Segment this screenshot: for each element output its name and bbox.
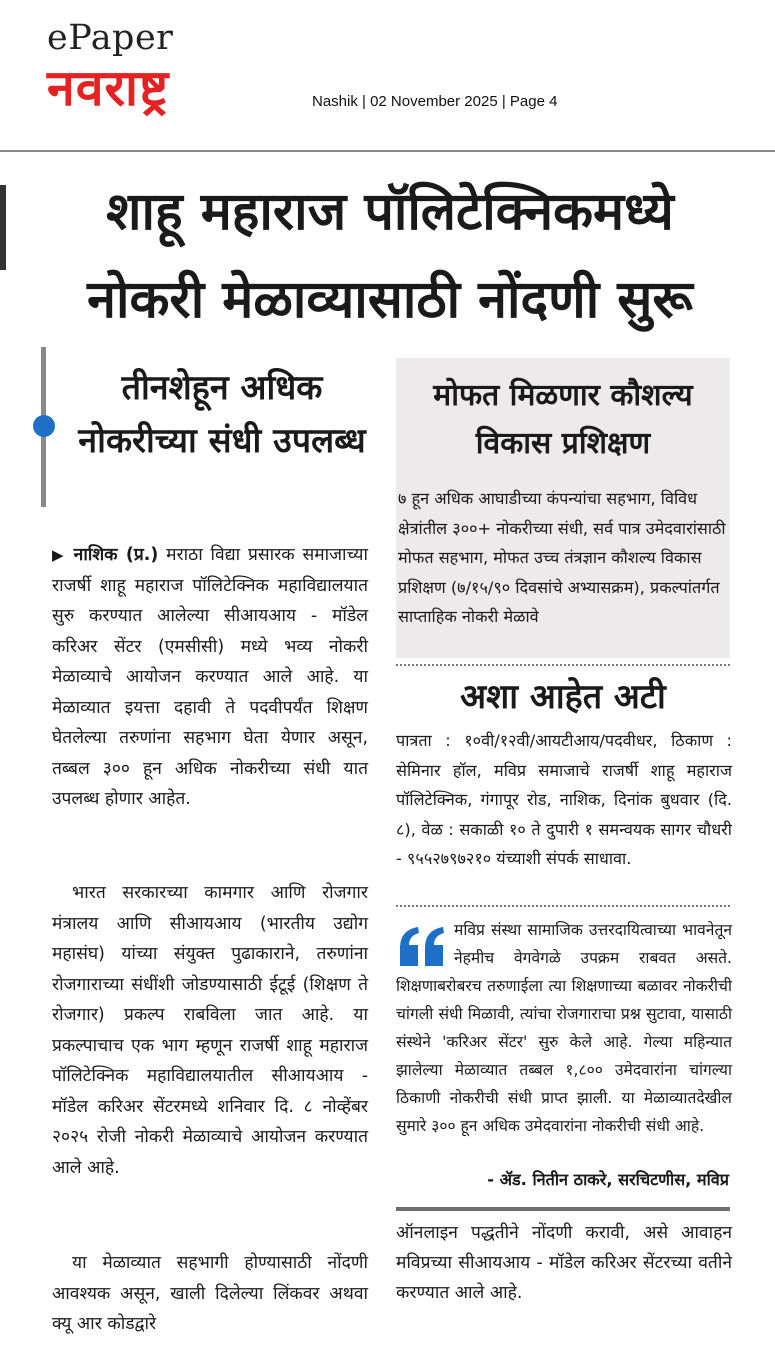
newspaper-logo: नवराष्ट्र — [47, 59, 170, 117]
quote-text — [396, 916, 732, 1140]
article-paragraph-3: या मेळाव्यात सहभागी होण्यासाठी नोंदणी आवश्यक असून, खाली दिलेल्या लिंकवर अथवा क्यू आर कोडद्वारे — [52, 1253, 368, 1334]
training-box-text: ७ हून अधिक आघाडीच्या कंपन्यांचा सहभाग, विविध क्षेत्रांतील ३००+ नोकरीच्या संधी, सर्व पात्र उमेदवारांसाठी मोफत सहभाग, मोफत उच्च तंत्रज्ञान कौशल्य विकास प्रशिक्षण (७/१५/९० दिवसांचे अभ्यासक्रम), प्रकल्पांतर्गत साप्ताहिक नोकरी मेळावे — [398, 489, 726, 626]
conditions-title: अशा आहेत अटी — [460, 677, 666, 717]
quote-attribution: - ॲड. नितीन ठाकरे, सरचिटणीस, मविप्र — [487, 1170, 729, 1189]
conditions-text: पात्रता : १०वी/१२वी/आयटीआय/पदवीधर, ठिकाण : सेमिनार हॉल, मविप्र समाजाचे राजर्षी शाहू महाराज पॉलिटेक्निक, गंगापूर रोड, नाशिक, दिनांक बुधवार (दि. ८), वेळ : सकाळी १० ते दुपारी १ समन्वयक सागर चौधरी - ९५५२७९७२१० यंच्याशी संपर्क साधावा. — [396, 731, 732, 868]
adjacent-article-edge — [0, 185, 6, 270]
dotted-divider — [396, 905, 730, 907]
section-divider — [396, 1207, 730, 1211]
closing-paragraph: ऑनलाइन पद्धतीने नोंदणी करावी, असे आवाहन मविप्रच्या सीआयआय - मॉडेल करिअर सेंटरच्या वतीने करण्यात आले आहे. — [396, 1223, 732, 1303]
edition-info: Nashik | 02 November 2025 | Page 4 — [312, 93, 558, 110]
dotted-divider — [396, 664, 730, 666]
triangle-arrow-icon: ▶ — [52, 546, 66, 564]
paragraph-1-text: मराठा विद्या प्रसारक समाजाच्या राजर्षी शाहू महाराज पॉलिटेक्निक महाविद्यालयात सुरु करण्यात आलेल्या सीआयआय - मॉडेल करिअर सेंटर (एमसीसी) मध्ये भव्य नोकरी मेळाव्याचे आयोजन करण्यात आले आहे. या मेळाव्यात इयत्ता दहावी ते पदवीपर्यंत शिक्षण घेतलेल्या तरुणांना सहभाग घेता येणार असून, तब्बल ३०० हून अधिक नोकरीच्या संधी यात उपलब्ध होणार आहेत. — [52, 545, 368, 809]
epaper-label: ePaper — [47, 18, 174, 58]
article-paragraph-1 — [52, 540, 368, 815]
subheadline: तीनशेहून अधिक नोकरीच्या संधी उपलब्ध — [78, 368, 366, 461]
headline-line1: शाहू महाराज पॉलिटेक्निकमध्ये — [106, 182, 674, 242]
bullet-dot-icon — [33, 415, 55, 437]
header-divider — [0, 150, 775, 152]
dateline: नाशिक (प्र.) — [73, 545, 159, 565]
training-box-title: मोफत मिळणार कौशल्य विकास प्रशिक्षण — [433, 378, 693, 461]
quote-body: मविप्र संस्था सामाजिक उत्तरदायित्वाच्या भावनेतून नेहमीच वेगवेगळे उपक्रम राबवत असते. शिक्षणाबरोबरच तरुणाईला त्या शिक्षणाच्या बळावर नोकरीची चांगली संधी मिळावी, त्यांचा रोजगाराचा प्रश्न सुटावा, यासाठी संस्थेने 'करिअर सेंटर' सुरु केले आहे. गेल्या महिन्यात झालेल्या मेळाव्यात तब्बल १,८०० उमेदवारांना चांगल्या ठिकाणी नोकरीची संधी प्राप्त झाली. या मेळाव्यातदेखील सुमारे ३०० हून अधिक उमेदवारांना नोकरीची संधी आहे. — [396, 921, 732, 1135]
masthead — [0, 0, 775, 150]
article-paragraph-2: भारत सरकारच्या कामगार आणि रोजगार मंत्रालय आणि सीआयआय (भारतीय उद्योग महासंघ) यांच्या संयुक्त पुढाकाराने, तरुणांना रोजगाराच्या संधींशी जोडण्यासाठी ईटूई (शिक्षण ते रोजगार) प्रकल्प राबविला जात आहे. या प्रकल्पाचाच एक भाग म्हणून राजर्षी शाहू महाराज पॉलिटेक्निक महाविद्यालयातील सीआयआय - मॉडेल करिअर सेंटरमध्ये शनिवार दि. ८ नोव्हेंबर २०२५ रोजी नोकरी मेळाव्याचे आयोजन करण्यात आले आहे. — [52, 883, 368, 1178]
headline-line2: नोकरी मेळाव्यासाठी नोंदणी सुरू — [87, 270, 693, 330]
